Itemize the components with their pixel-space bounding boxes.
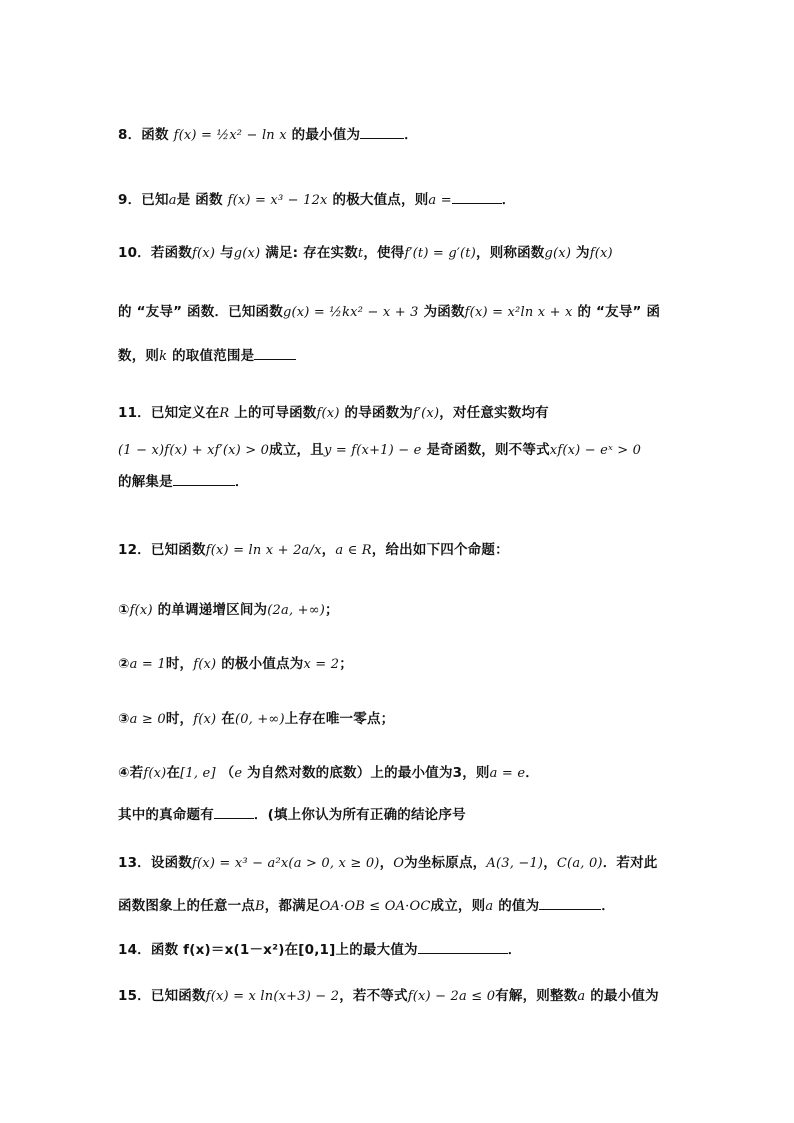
q10-text: 为 <box>576 245 590 261</box>
q13-text: 13．设函数 <box>118 855 192 871</box>
q11-text: 成立，且 <box>269 442 324 458</box>
q12-math: a = e <box>489 766 526 781</box>
q12-math: (2a, +∞) <box>267 603 326 618</box>
q12-text: ② <box>118 656 130 672</box>
q11-math: f′(x) <box>413 406 440 421</box>
q12-text: 时， <box>165 656 194 672</box>
q13-text: ， <box>543 855 557 871</box>
q11-text: 11．已知定义在 <box>118 405 220 421</box>
q15-text: 的最小值为 <box>590 988 659 1004</box>
q10-math: f(x) <box>589 246 613 261</box>
q13-text: 函数图象上的任意一点 <box>118 898 255 914</box>
question-12-proposition-1 <box>118 600 678 621</box>
question-13-line-2 <box>118 895 678 917</box>
q12-text: 其中的真命题有 <box>118 807 214 823</box>
q8-text-3: ． <box>404 127 418 143</box>
q12-text: 为自然对数的底数）上的最小值为3，则 <box>247 765 490 781</box>
q10-math: g(x) <box>544 246 572 261</box>
q10-math: f(x) <box>192 246 216 261</box>
question-12-proposition-3 <box>118 709 678 730</box>
q9-var-eq: a = <box>428 193 452 208</box>
q13-answer-blank[interactable] <box>539 895 601 910</box>
question-12-intro <box>118 540 678 561</box>
q11-text: ，对任意实数均有 <box>439 405 549 421</box>
q10-text: 数，则 <box>118 348 160 364</box>
q12-answer-blank[interactable] <box>214 804 254 819</box>
question-11-line-1 <box>118 403 678 424</box>
q10-math: f(x) = x²ln x + x <box>464 305 573 320</box>
q12-text: 的单调递增区间为 <box>157 602 268 618</box>
q11-math: xf(x) − eˣ > 0 <box>549 443 642 458</box>
q10-math: t <box>357 246 364 261</box>
q12-text: 时， <box>165 711 194 727</box>
q12-text: ； <box>339 656 353 672</box>
q9-text-3: 的极大值点，则 <box>332 192 429 208</box>
q13-text: ．若对此 <box>602 855 658 871</box>
q12-math: x = 2 <box>303 657 340 672</box>
question-12-proposition-2 <box>118 654 678 675</box>
q11-text: 的导函数为 <box>344 405 413 421</box>
q12-math: f(x) <box>143 766 167 781</box>
q12-math: f(x) <box>193 657 217 672</box>
question-14 <box>118 939 678 960</box>
q15-math: f(x) = x ln(x+3) − 2 <box>205 989 340 1004</box>
question-11-line-3 <box>118 471 678 492</box>
q12-math: e <box>234 766 243 781</box>
question-10-line-2 <box>118 302 678 323</box>
question-9 <box>118 189 678 211</box>
q10-answer-blank[interactable] <box>254 345 296 360</box>
q13-math: B <box>255 899 265 914</box>
q12-text: ．(填上你认为所有正确的结论序号 <box>253 807 466 823</box>
q12-math: a ∈ R <box>335 543 372 558</box>
question-10-line-1 <box>118 243 678 264</box>
q13-math: OA·OB ≤ OA·OC <box>319 899 431 914</box>
q11-math: (1 − x)f(x) + xf′(x) > 0 <box>118 443 270 458</box>
q15-math: a <box>577 989 586 1004</box>
q10-text: 的 “友导” 函数．已知函数 <box>118 304 283 320</box>
q12-text: ④若 <box>118 765 144 781</box>
q12-math: [1, e] <box>180 766 216 781</box>
q8-answer-blank[interactable] <box>360 124 404 139</box>
q10-text: 为函数 <box>423 304 465 320</box>
q13-text: 成立，则 <box>430 898 486 914</box>
q10-math: g(x) <box>233 246 261 261</box>
q11-text: 的解集是 <box>118 474 173 490</box>
q11-math: y = f(x+1) − e <box>323 443 422 458</box>
q12-math: a = 1 <box>129 657 166 672</box>
q13-text: ，都满足 <box>264 898 320 914</box>
q15-text: ，若不等式 <box>339 988 408 1004</box>
q15-text: 有解，则整数 <box>495 988 578 1004</box>
question-15 <box>118 986 678 1007</box>
question-8 <box>118 124 678 146</box>
question-12-proposition-4 <box>118 763 678 784</box>
q10-text: 的 “友导” 函 <box>577 304 661 320</box>
q12-text: ① <box>118 602 130 618</box>
q9-var: a <box>168 193 177 208</box>
q10-math: f′(t) = g′(t) <box>404 246 476 261</box>
q12-text: 12．已知函数 <box>118 542 206 558</box>
q11-answer-blank[interactable] <box>173 471 235 486</box>
q12-text: 在 <box>166 765 181 781</box>
q11-text: 是奇函数，则不等式 <box>426 442 550 458</box>
q10-text: 10．若函数 <box>118 245 192 261</box>
question-13-line-1 <box>118 853 678 874</box>
q12-math: f(x) = ln x + 2a/x <box>205 543 322 558</box>
q12-math: f(x) <box>129 603 153 618</box>
q15-math: f(x) − 2a ≤ 0 <box>407 989 496 1004</box>
q13-math: a <box>485 899 494 914</box>
q13-text: ． <box>601 898 615 914</box>
q10-text: ，使得 <box>363 245 405 261</box>
q14-answer-blank[interactable] <box>418 939 508 954</box>
q12-math: f(x) <box>193 712 217 727</box>
q12-math: (0, +∞) <box>234 712 285 727</box>
q9-text-4: ． <box>501 192 516 208</box>
question-12-ending <box>118 804 678 825</box>
q9-text-2: 是 函数 <box>176 192 223 208</box>
q13-math: f(x) = x³ − a²x(a > 0, x ≥ 0) <box>192 856 380 871</box>
q10-text: 与 <box>220 245 234 261</box>
q13-text: ， <box>379 855 394 871</box>
q15-text: 15．已知函数 <box>118 988 206 1004</box>
q13-text: 的值为 <box>498 898 540 914</box>
q14-text: ． <box>507 942 522 958</box>
q10-text: 的取值范围是 <box>172 348 255 364</box>
question-11-line-2 <box>118 440 678 461</box>
q12-text: ； <box>325 602 339 618</box>
q9-answer-blank[interactable] <box>452 189 502 204</box>
q13-math: C(a, 0) <box>556 856 603 871</box>
q11-math: R <box>219 406 230 421</box>
q12-text: ， <box>321 542 336 558</box>
q14-text: 14．函数 f(x)＝x(1－x²)在[0,1]上的最大值为 <box>118 942 418 958</box>
q8-formula: f(x) = ½x² − ln x <box>173 128 287 143</box>
q12-math: a ≥ 0 <box>129 712 166 727</box>
q12-text: 的极小值点为 <box>221 656 304 672</box>
q13-math: O <box>393 856 405 871</box>
q12-text: 在 <box>221 711 235 727</box>
q11-text: ． <box>234 474 249 490</box>
q13-text: 为坐标原点， <box>404 855 487 871</box>
q10-math: k <box>159 349 168 364</box>
question-10-line-3 <box>118 345 678 367</box>
q11-math: f(x) <box>316 406 340 421</box>
q11-text: 上的可导函数 <box>234 405 317 421</box>
q9-text-1: 9．已知 <box>118 192 169 208</box>
q12-text: ． <box>525 765 539 781</box>
q10-text: 满足: 存在实数 <box>265 245 358 261</box>
q12-text: （ <box>220 765 235 781</box>
q12-text: ，给出如下四个命题： <box>371 542 509 558</box>
q9-formula: f(x) = x³ − 12x <box>227 193 328 208</box>
q12-text: ③ <box>118 711 130 727</box>
q10-math: g(x) = ½kx² − x + 3 <box>282 305 419 320</box>
q8-text-2: 的最小值为 <box>291 127 361 143</box>
q10-text: ，则称函数 <box>476 245 545 261</box>
q13-math: A(3, −1) <box>486 856 544 871</box>
q12-text: 上存在唯一零点； <box>284 711 395 727</box>
q8-text-1: 8．函数 <box>118 127 169 143</box>
